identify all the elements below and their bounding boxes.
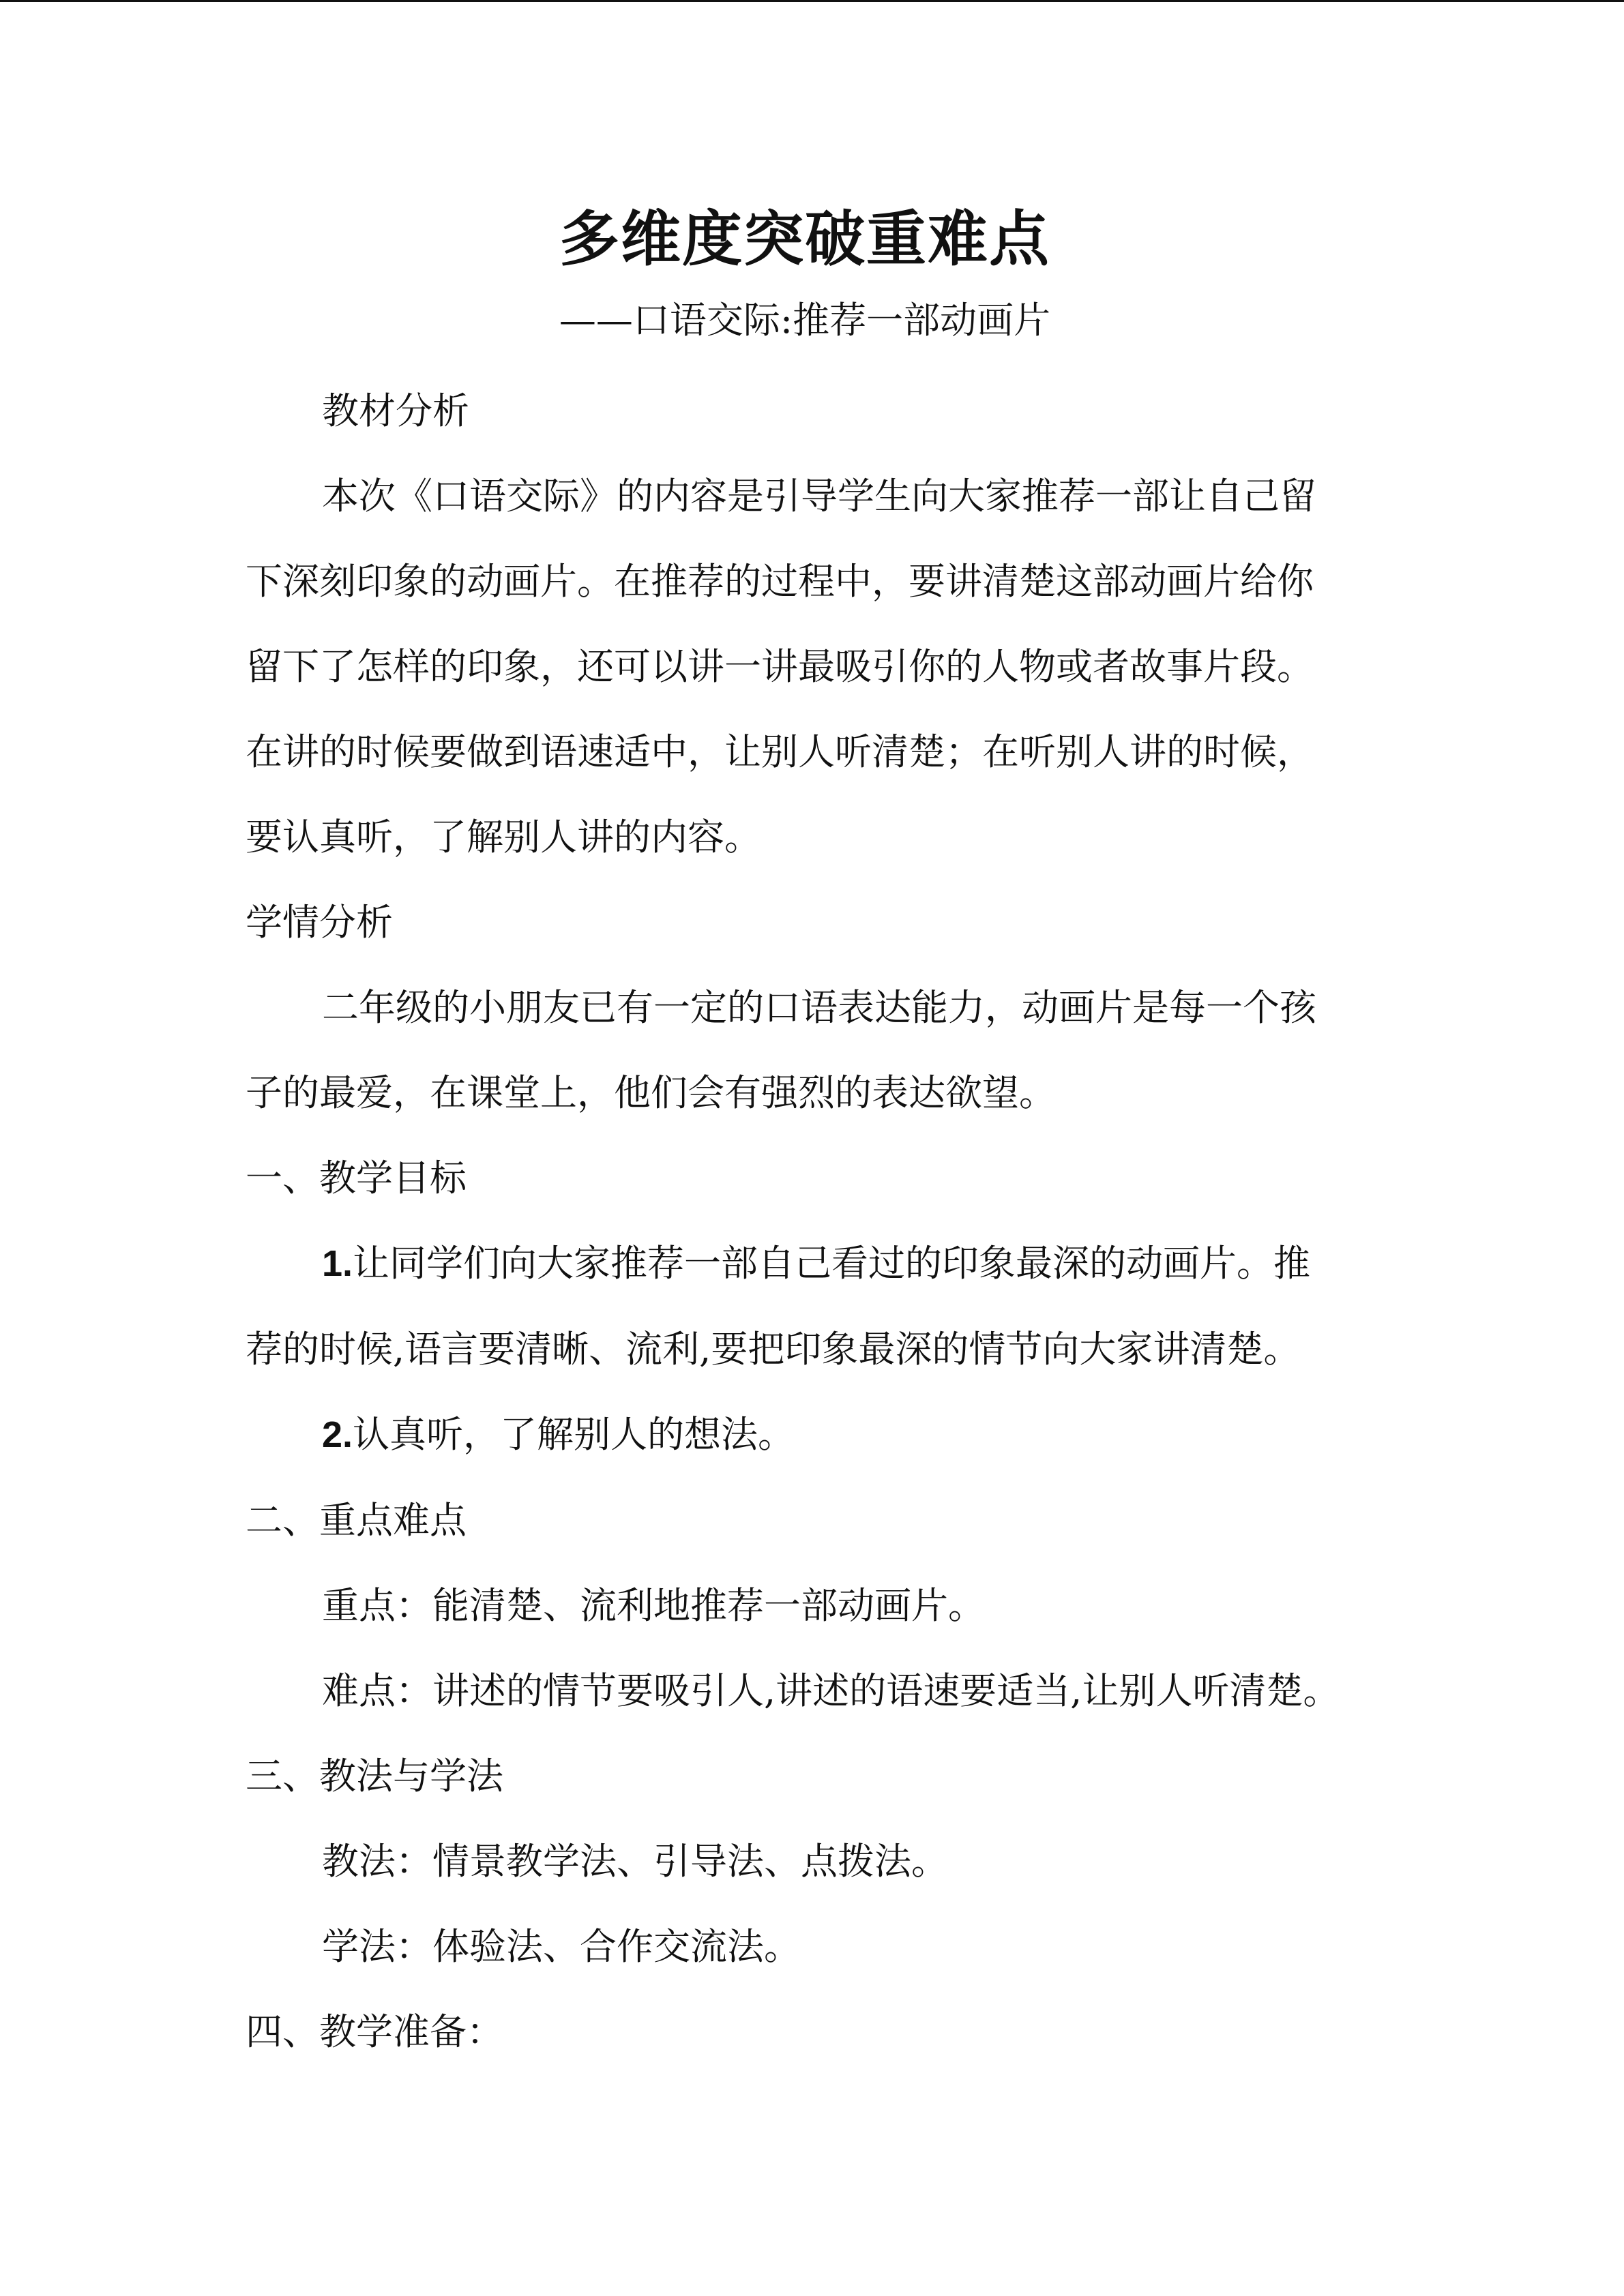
goal-1-text: 让同学们向大家推荐一部自己看过的印象最深的动画片。推 — [353, 1242, 1311, 1285]
goal-1-number: 1. — [322, 1243, 353, 1284]
top-border-line — [0, 0, 1624, 2]
key-point: 重点：能清楚、流利地推荐一部动画片。 — [322, 1584, 985, 1627]
paragraph-line: 子的最爱，在课堂上，他们会有强烈的表达欲望。 — [246, 1071, 1056, 1114]
goal-1-continuation: 荐的时候,语言要清晰、流利,要把印象最深的情节向大家讲清楚。 — [246, 1328, 1301, 1371]
student-analysis-heading: 学情分析 — [246, 901, 393, 944]
key-points-heading: 二、重点难点 — [246, 1499, 467, 1542]
difficult-point: 难点：讲述的情节要吸引人,讲述的语速要适当,让别人听清楚。 — [322, 1669, 1340, 1712]
paragraph-line: 要认真听，了解别人讲的内容。 — [246, 816, 761, 859]
goal-1 — [246, 1221, 1364, 1392]
material-analysis-paragraph — [246, 453, 1364, 880]
paragraph-line: 本次《口语交际》的内容是引导学生向大家推荐一部让自己留 — [322, 475, 1316, 518]
goal-2 — [246, 1392, 1364, 1478]
material-analysis-heading: 教材分析 — [322, 389, 469, 432]
document-title: 多维度突破重难点 — [559, 203, 1050, 274]
methods-heading: 三、教法与学法 — [246, 1755, 503, 1798]
student-analysis-paragraph — [246, 965, 1364, 1135]
goal-2-text: 认真听，了解别人的想法。 — [353, 1413, 795, 1456]
teaching-method: 教法：情景教学法、引导法、点拨法。 — [322, 1840, 948, 1883]
paragraph-line: 留下了怎样的印象，还可以讲一讲最吸引你的人物或者故事片段。 — [246, 645, 1314, 688]
paragraph-line: 二年级的小朋友已有一定的口语表达能力，动画片是每一个孩 — [322, 986, 1316, 1029]
paragraph-line: 在讲的时候要做到语速适中，让别人听清楚；在听别人讲的时候， — [246, 730, 1314, 773]
preparation-heading: 四、教学准备： — [246, 2010, 503, 2053]
paragraph-line: 下深刻印象的动画片。在推荐的过程中，要讲清楚这部动画片给你 — [246, 560, 1314, 603]
teaching-goals-heading: 一、教学目标 — [246, 1157, 467, 1199]
goal-2-number: 2. — [322, 1414, 353, 1455]
goal-1-line — [246, 1221, 1364, 1307]
learning-method: 学法：体验法、合作交流法。 — [322, 1925, 801, 1968]
document-page — [246, 191, 1364, 2074]
document-subtitle: ——口语交际:推荐一部动画片 — [559, 299, 1051, 342]
